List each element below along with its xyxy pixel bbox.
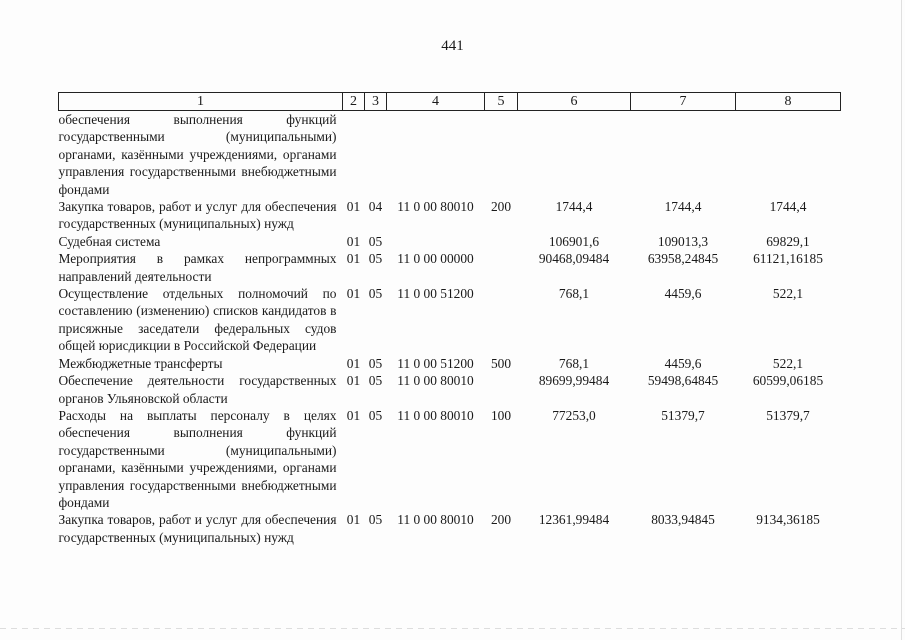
row-amount-col7: 59498,64845 (647, 373, 719, 389)
scan-artifact-line (0, 628, 905, 629)
column-header: 3 (365, 93, 387, 111)
row-expense-type (485, 285, 518, 355)
row-amount-col7: 51379,7 (661, 407, 705, 423)
row-name: Судебная система (58, 233, 161, 249)
page-number: 441 (441, 38, 464, 54)
row-subsection: 05 (368, 407, 383, 423)
row-expense-type (485, 372, 518, 407)
row-amount-col8: 9134,36185 (756, 512, 820, 528)
row-amount-col6: 768,1 (558, 355, 590, 371)
budget-table (58, 92, 841, 546)
table-row (59, 407, 841, 511)
table-row (59, 198, 841, 233)
header-row (59, 93, 841, 111)
column-header: 6 (518, 93, 631, 111)
row-amount-col8: 51379,7 (766, 407, 810, 423)
column-header: 5 (485, 93, 518, 111)
row-subsection (365, 111, 387, 199)
row-target-article: 11 0 00 00000 (397, 251, 474, 267)
row-amount-col7: 109013,3 (657, 233, 709, 249)
row-amount-col6: 768,1 (558, 286, 590, 302)
row-target-article: 11 0 00 80010 (397, 512, 474, 528)
row-amount-col8: 69829,1 (766, 233, 810, 249)
row-name: Расходы на выплаты персоналу в целях обеспечения выполнения функций государственными (муниципальными) органами, казёнными учреждениями, органами управления государственными внебюджетными фондами (58, 407, 337, 510)
row-target-article (387, 233, 485, 250)
row-target-article: 11 0 00 51200 (397, 355, 474, 371)
row-amount-col6: 12361,99484 (538, 512, 610, 528)
row-section (343, 111, 365, 199)
row-target-article: 11 0 00 80010 (397, 373, 474, 389)
table-header (59, 93, 841, 111)
row-expense-type (485, 250, 518, 285)
row-section: 01 (346, 407, 361, 423)
column-header: 7 (631, 93, 736, 111)
row-amount-col8: 522,1 (772, 286, 804, 302)
row-expense-type (485, 233, 518, 250)
row-name: обеспечения выполнения функций государственными (муниципальными) органами, казёнными учреждениями, органами управления государственными внебюджетными фондами (58, 112, 337, 197)
row-target-article: 11 0 00 51200 (397, 286, 474, 302)
row-name: Осуществление отдельных полномочий по составлению (изменению) списков кандидатов в присяжные заседатели федеральных судов общей юрисдикции в Российской Федерации (58, 286, 337, 354)
row-name: Обеспечение деятельности государственных органов Ульяновской области (58, 373, 337, 406)
row-amount-col6: 1744,4 (555, 199, 593, 215)
row-section: 01 (346, 251, 361, 267)
table-row (59, 372, 841, 407)
row-subsection: 05 (368, 251, 383, 267)
table-body (59, 111, 841, 547)
row-amount-col7: 4459,6 (664, 286, 702, 302)
column-header: 2 (343, 93, 365, 111)
scan-edge-line (901, 0, 902, 640)
row-expense-type: 200 (490, 512, 512, 528)
column-header: 8 (736, 93, 841, 111)
row-subsection: 05 (368, 512, 383, 528)
row-name: Мероприятия в рамках непрограммных направлений деятельности (58, 251, 337, 284)
row-amount-col7: 4459,6 (664, 355, 702, 371)
table-row (59, 355, 841, 372)
row-amount-col6: 106901,6 (548, 233, 600, 249)
row-amount-col8: 60599,06185 (752, 373, 824, 389)
row-amount-col6 (518, 111, 631, 199)
row-amount-col8: 1744,4 (769, 199, 807, 215)
row-section: 01 (346, 355, 361, 371)
row-section: 01 (346, 373, 361, 389)
table-row (59, 511, 841, 546)
row-amount-col8: 61121,16185 (753, 251, 823, 267)
row-amount-col7: 1744,4 (664, 199, 702, 215)
row-subsection: 05 (368, 233, 383, 249)
row-amount-col7 (631, 111, 736, 199)
row-amount-col8 (736, 111, 841, 199)
row-section: 01 (346, 512, 361, 528)
row-name: Закупка товаров, работ и услуг для обеспечения государственных (муниципальных) нужд (58, 199, 337, 232)
row-subsection: 05 (368, 355, 383, 371)
row-amount-col6: 77253,0 (552, 407, 596, 423)
row-target-article: 11 0 00 80010 (397, 199, 474, 215)
row-expense-type (485, 111, 518, 199)
column-header: 4 (387, 93, 485, 111)
row-section: 01 (346, 233, 361, 249)
row-expense-type: 200 (490, 199, 512, 215)
row-section: 01 (346, 286, 361, 302)
row-subsection: 04 (368, 199, 383, 215)
row-amount-col8: 522,1 (772, 355, 804, 371)
table-row (59, 250, 841, 285)
row-subsection: 05 (368, 286, 383, 302)
row-amount-col7: 8033,94845 (651, 512, 715, 528)
row-target-article (387, 111, 485, 199)
row-name: Закупка товаров, работ и услуг для обеспечения государственных (муниципальных) нужд (58, 512, 337, 545)
row-amount-col6: 90468,09484 (538, 251, 610, 267)
row-expense-type: 100 (490, 407, 512, 423)
row-amount-col6: 89699,99484 (538, 373, 610, 389)
row-subsection: 05 (368, 373, 383, 389)
table-row (59, 285, 841, 355)
row-expense-type: 500 (490, 355, 512, 371)
column-header: 1 (59, 93, 343, 111)
row-name: Межбюджетные трансферты (58, 355, 223, 371)
table-row (59, 233, 841, 250)
row-target-article: 11 0 00 80010 (397, 407, 474, 423)
table-row (59, 111, 841, 199)
row-amount-col7: 63958,24845 (647, 251, 719, 267)
row-section: 01 (346, 199, 361, 215)
